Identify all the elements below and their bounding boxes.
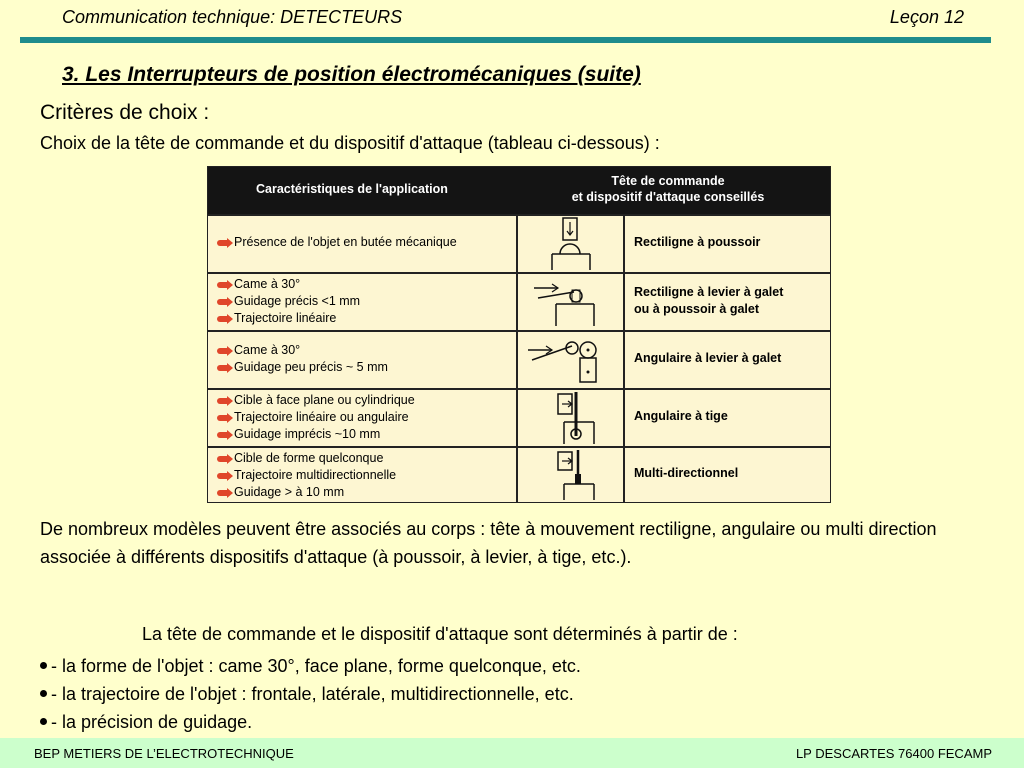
bullet-icon [40, 662, 47, 669]
bullet-icon [40, 718, 47, 725]
criteria-cell [208, 216, 518, 272]
arrow-icon [217, 316, 228, 322]
arrow-icon [217, 299, 228, 305]
rotary-rod-icon [518, 390, 625, 446]
list-item: - la forme de l'objet : came 30°, face plane, forme quelconque, etc. [40, 652, 581, 680]
arrow-icon [217, 282, 228, 288]
diagram-cell [518, 216, 625, 272]
header-divider [20, 37, 991, 43]
criteria-cell [208, 390, 518, 446]
criteria-item: Trajectoire multidirectionnelle [234, 467, 396, 484]
list-item: - la trajectoire de l'objet : frontale, latérale, multidirectionnelle, etc. [40, 680, 581, 708]
diagram-cell [518, 332, 625, 388]
criteria-item: Trajectoire linéaire ou angulaire [234, 409, 415, 426]
criteria-item: Présence de l'objet en butée mécanique [234, 234, 457, 251]
criteria-item: Came à 30° [234, 342, 388, 359]
multidirectional-wand-icon [518, 448, 625, 502]
bullet-icon [40, 690, 47, 697]
criteria-item: Trajectoire linéaire [234, 310, 360, 327]
criteria-heading: Critères de choix : [40, 101, 210, 124]
arrow-icon [217, 365, 228, 371]
advice-cell [625, 390, 830, 446]
arrow-icon [217, 473, 228, 479]
advice-cell [625, 216, 830, 272]
diagram-cell [518, 274, 625, 330]
diagram-cell [518, 448, 625, 502]
footer-school-location: LP DESCARTES 76400 FECAMP [795, 746, 992, 761]
rotary-roller-lever-icon [518, 332, 625, 388]
roller-lever-plunger-icon [518, 274, 625, 330]
table-row [208, 214, 830, 272]
criteria-cell [208, 332, 518, 388]
criteria-cell [208, 448, 518, 502]
table-header [208, 167, 830, 214]
table-row [208, 330, 830, 388]
criteria-item: Guidage peu précis ~ 5 mm [234, 359, 388, 376]
course-title: Communication technique: DETECTEURS [62, 7, 403, 27]
col-header-recommended [548, 173, 788, 205]
section-title: 3. Les Interrupteurs de position électromécaniques (suite) [62, 63, 641, 86]
advice-text: Rectiligne à poussoir [634, 235, 761, 249]
arrow-icon [217, 456, 228, 462]
criteria-item: Cible de forme quelconque [234, 450, 396, 467]
advice-text: ou à poussoir à galet [634, 302, 760, 316]
col-header-line2: et dispositif d'attaque conseillés [571, 190, 765, 204]
criteria-item: Guidage précis <1 mm [234, 293, 360, 310]
col-header-line1: Tête de commande [611, 174, 725, 188]
col-header-characteristics: Caractéristiques de l'application [256, 182, 448, 196]
advice-text: Angulaire à levier à galet [634, 351, 782, 365]
arrow-icon [217, 490, 228, 496]
advice-text: Rectiligne à levier à galet [634, 285, 784, 299]
determined-intro: La tête de commande et le dispositif d'attaque sont déterminés à partir de : [142, 624, 738, 644]
selection-table [207, 166, 831, 503]
arrow-icon [217, 432, 228, 438]
table-row [208, 388, 830, 446]
footer [0, 738, 1024, 768]
table-row [208, 272, 830, 330]
arrow-icon [217, 348, 228, 354]
plunger-icon [518, 216, 625, 272]
advice-text: Multi-directionnel [634, 466, 739, 480]
advice-text: Angulaire à tige [634, 409, 728, 423]
diagram-cell [518, 390, 625, 446]
body-paragraph: De nombreux modèles peuvent être associés au corps : tête à mouvement rectiligne, angulaire ou multi direction associée à différents dispositifs d'attaque (à poussoir, à levier, à tige, etc.). [40, 519, 937, 567]
arrow-icon [217, 398, 228, 404]
arrow-icon [217, 415, 228, 421]
criteria-item: Guidage imprécis ~10 mm [234, 426, 415, 443]
arrow-icon [217, 240, 228, 246]
advice-cell [625, 332, 830, 388]
criteria-item: Guidage > à 10 mm [234, 484, 396, 501]
criteria-subheading: Choix de la tête de commande et du dispositif d'attaque (tableau ci-dessous) : [40, 133, 660, 153]
table-row [208, 446, 830, 502]
footer-school-program: BEP METIERS DE L’ELECTROTECHNIQUE [34, 746, 294, 761]
criteria-cell [208, 274, 518, 330]
criteria-bullet-list [40, 652, 581, 736]
lesson-number: Leçon 12 [889, 7, 964, 27]
list-item: - la précision de guidage. [40, 708, 581, 736]
criteria-item: Came à 30° [234, 276, 360, 293]
advice-cell [625, 448, 830, 502]
advice-cell [625, 274, 830, 330]
criteria-item: Cible à face plane ou cylindrique [234, 392, 415, 409]
